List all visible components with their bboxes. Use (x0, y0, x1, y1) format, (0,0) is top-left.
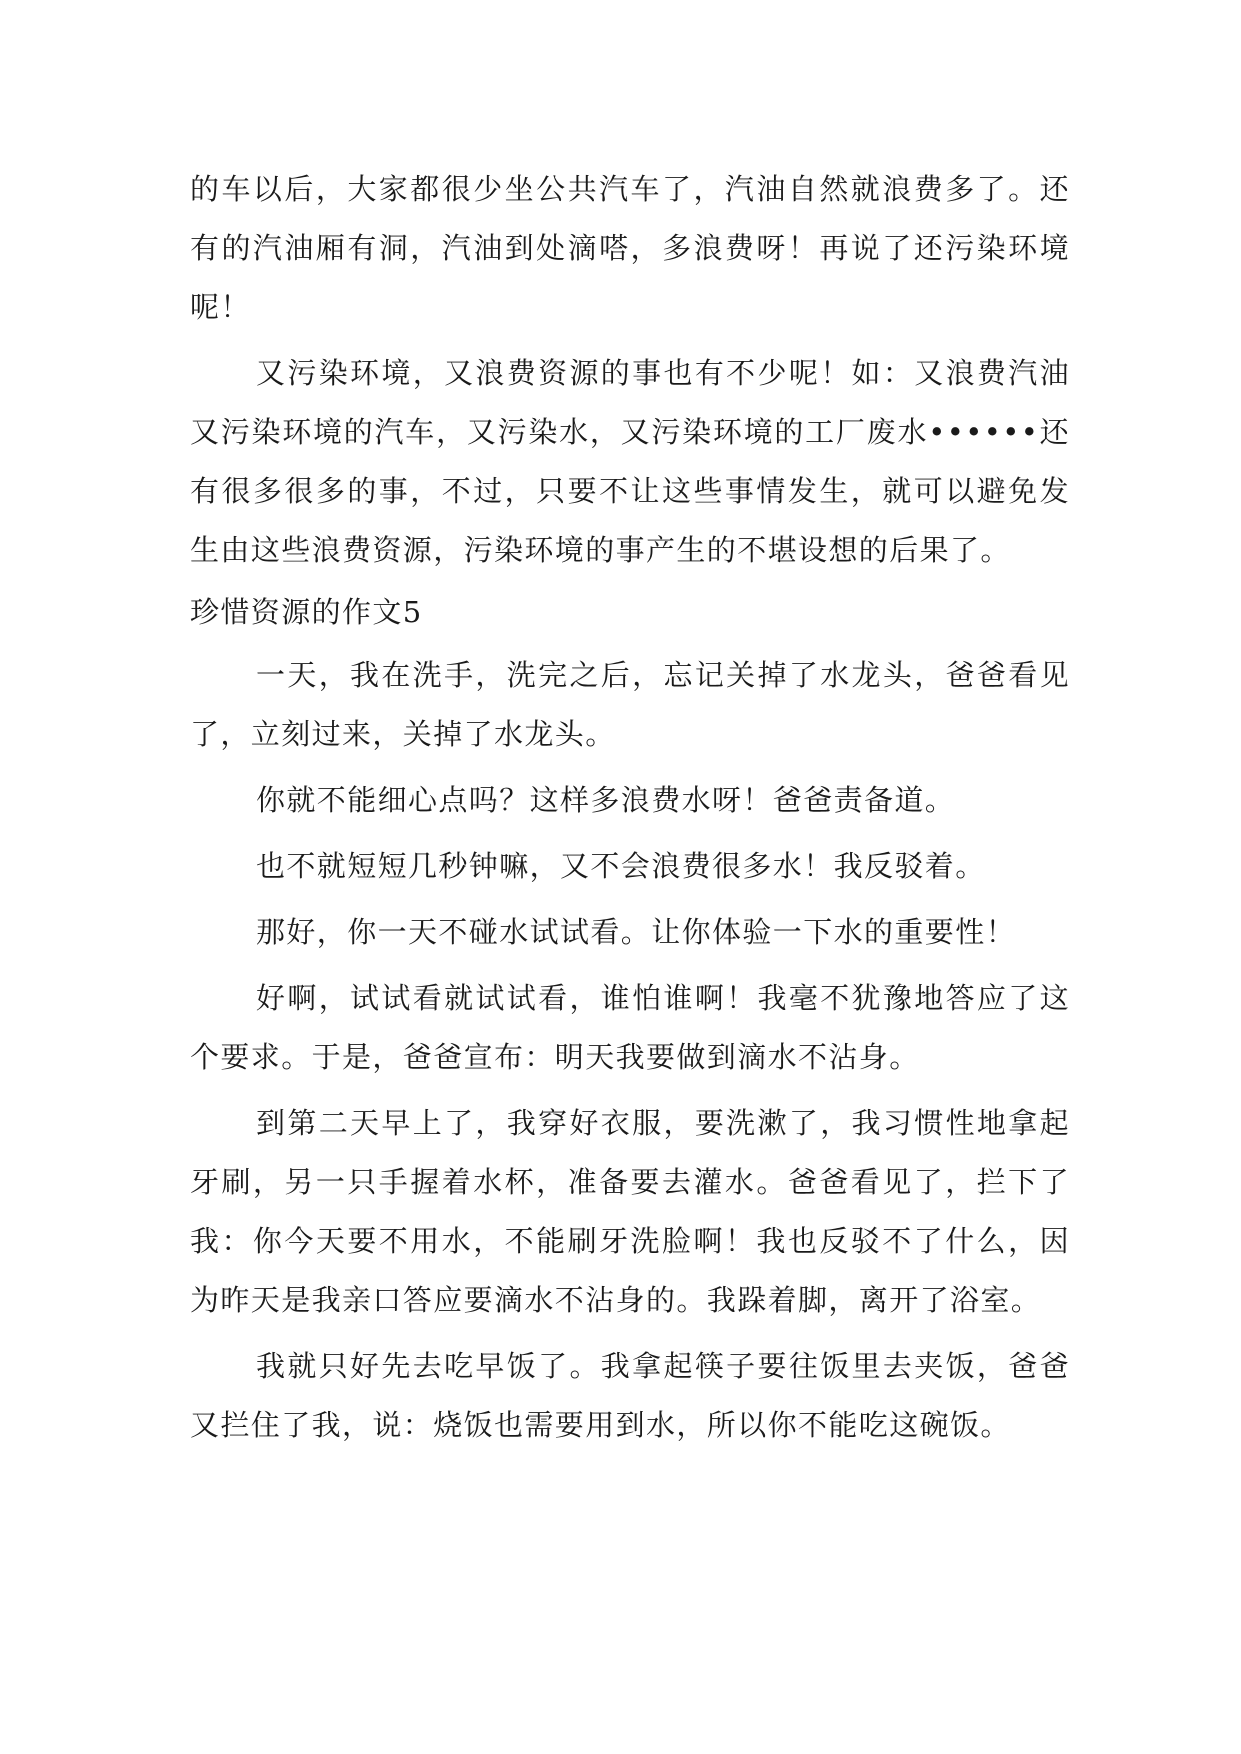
paragraph: 又污染环境，又浪费资源的事也有不少呢！如：又浪费汽油又污染环境的汽车，又污染水，又污染环境的工厂废水••••••还有很多很多的事，不过，只要不让这些事情发生，就可以避免发生由这些浪费资源，污染环境的事产生的不堪设想的后果了。 (190, 356, 1070, 567)
paragraph: 我就只好先去吃早饭了。我拿起筷子要往饭里去夹饭，爸爸又拦住了我，说：烧饭也需要用到水，所以你不能吃这碗饭。 (190, 1349, 1070, 1442)
paragraph: 的车以后，大家都很少坐公共汽车了，汽油自然就浪费多了。还有的汽油厢有洞，汽油到处滴嗒，多浪费呀！再说了还污染环境呢！ (190, 172, 1070, 324)
paragraph: 那好，你一天不碰水试试看。让你体验一下水的重要性！ (256, 915, 1017, 949)
section-heading: 珍惜资源的作文5 (190, 595, 423, 629)
paragraph: 到第二天早上了，我穿好衣服，要洗漱了，我习惯性地拿起牙刷，另一只手握着水杯，准备要去灌水。爸爸看见了，拦下了我：你今天要不用水，不能刷牙洗脸啊！我也反驳不了什么，因为昨天是我亲口答应要滴水不沾身的。我跺着脚，离开了浴室。 (190, 1106, 1070, 1317)
paragraph: 你就不能细心点吗？这样多浪费水呀！爸爸责备道。 (256, 783, 956, 817)
paragraph: 也不就短短几秒钟嘛，又不会浪费很多水！我反驳着。 (256, 849, 986, 883)
paragraph: 一天，我在洗手，洗完之后，忘记关掉了水龙头，爸爸看见了，立刻过来，关掉了水龙头。 (190, 658, 1070, 751)
paragraph: 好啊，试试看就试试看，谁怕谁啊！我毫不犹豫地答应了这个要求。于是，爸爸宣布：明天我要做到滴水不沾身。 (190, 981, 1070, 1074)
document-body (190, 160, 1070, 1462)
